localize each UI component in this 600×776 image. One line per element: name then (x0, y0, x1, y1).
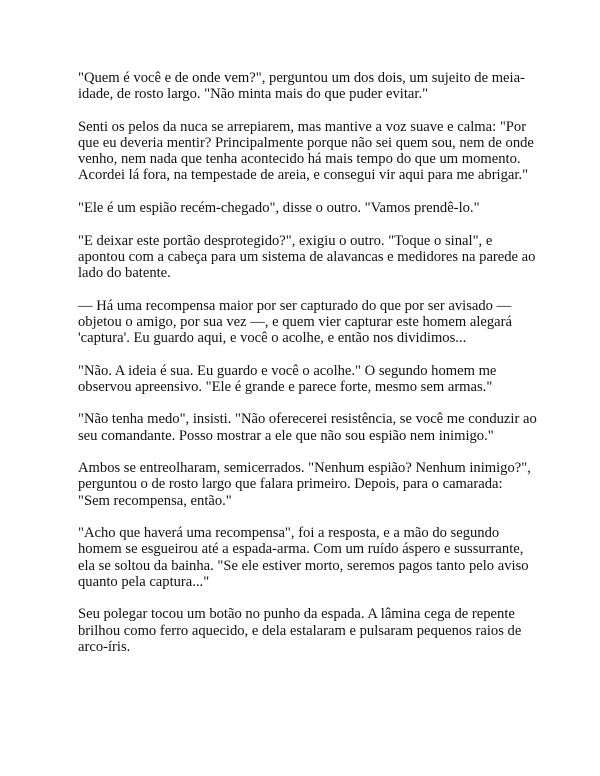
paragraph: "Ele é um espião recém-chegado", disse o outro. "Vamos prendê-lo." (78, 200, 480, 216)
paragraph: "Não. A ideia é sua. Eu guardo e você o acolhe." O segundo homem me observou apreensivo. "Ele é grande e parece forte, mesmo sem armas." (78, 362, 497, 395)
paragraph: "Não tenha medo", insisti. "Não oferecerei resistência, se você me conduzir ao seu comandante. Posso mostrar a ele que não sou espião nem inimigo." (78, 411, 537, 444)
paragraph: "E deixar este portão desprotegido?", exigiu o outro. "Toque o sinal", e apontou com a cabeça para um sistema de alavancas e medidores na parede ao lado do batente. (78, 232, 536, 281)
paragraph: — Há uma recompensa maior por ser capturado do que por ser avisado — objetou o amigo, por sua vez —, e quem vier capturar este homem alegará 'captura'. Eu guardo aqui, e você o acolhe, e então nos dividimos... (78, 297, 513, 346)
paragraph: Senti os pelos da nuca se arrepiarem, mas mantive a voz suave e calma: "Por que eu deveria mentir? Principalmente porque não sei quem sou, nem de onde venho, nem nada que tenha acontecido há mais tempo do que um momento. Acordei lá fora, na tempestade de areia, e consegui vir aqui para me abrigar." (78, 118, 534, 184)
document-page (78, 70, 538, 671)
paragraph: Seu polegar tocou um botão no punho da espada. A lâmina cega de repente brilhou como ferro aquecido, e dela estalaram e pulsaram pequenos raios de arco-íris. (78, 606, 522, 655)
paragraph: "Acho que haverá uma recompensa", foi a resposta, e a mão do segundo homem se esgueirou até a espada-arma. Com um ruído áspero e sussurrante, ela se soltou da bainha. "Se ele estiver morto, seremos pagos tanto pelo aviso quanto pela captura..." (78, 525, 529, 590)
paragraph: Ambos se entreolharam, semicerrados. "Nenhum espião? Nenhum inimigo?", perguntou o de rosto largo que falara primeiro. Depois, para o camarada: "Sem recompensa, então." (78, 460, 531, 509)
paragraph: "Quem é você e de onde vem?", perguntou um dos dois, um sujeito de meia-idade, de rosto largo. "Não minta mais do que puder evitar." (78, 70, 525, 103)
